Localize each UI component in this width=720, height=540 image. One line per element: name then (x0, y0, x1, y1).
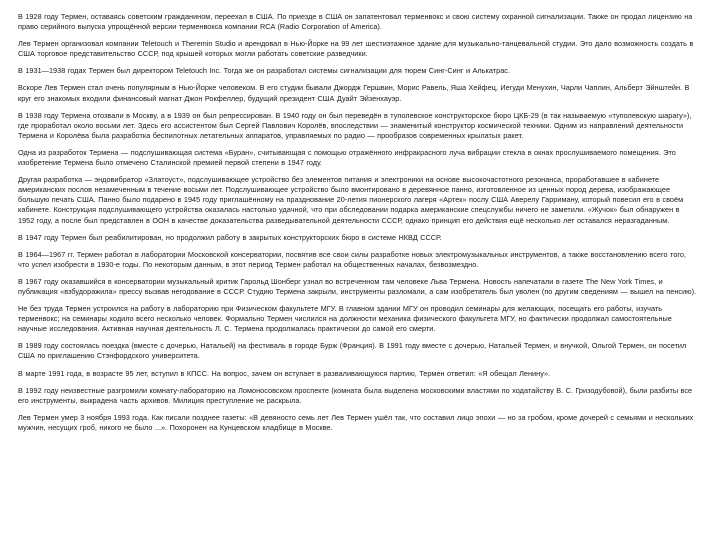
paragraph-zlatoust: Другая разработка — эндовибратор «Златоуст», подслушивающее устройство без элементов питания и электроники на основе высокочастотного резонанса, проработавшее в кабинете американских послов незамеченным в течение восьми лет. Подслушивающее устройство было вмонтировано в деревянное панно, изготовленное из ценных пород дерева, изображающее большую печать США. Панно было подарено в 1945 году приглашённому на празднование 20-летия пионерского лагеря «Артек» послу США Аверелу Гарриману, который повесил его в своём кабинете. Конструкция подслушивающего устройства оказалась настолько удачной, что при обследовании подарка американские спецслужбы ничего не заметили. «Жучок» был обнаружен в 1952 году, а после был представлен в ООН в качестве доказательства разведывательной деятельности СССР, однако принцип его действия ещё несколько лет оставался неразгаданным. (18, 175, 684, 225)
paragraph-rehabilitation: В 1947 году Термен был реабилитирован, но продолжил работу в закрытых конструкторских бюро в системе НКВД СССР. (18, 232, 442, 242)
paragraph-msu: Не без труда Термен устроился на работу в лабораторию при Физическом факультете МГУ. В главном здании МГУ он проводил семинары для желающих, посещать его работы, изучать терменвокс; на семинары ходило всего несколько человек. Формально Термен числился на должности механика физического факультета МГУ, но фактически продолжал самостоятельные научные исследования. Активная научная деятельность Л. С. Термена продолжалась практически до самой его смерти. (18, 304, 672, 334)
paragraph-teletouch: В 1931—1938 годах Термен был директором Teletouch Inc. Тогда же он разработал системы сигнализации для тюрем Синг-Синг и Алькатрас. (18, 66, 510, 76)
paragraph-buran: Одна из разработок Термена — подслушивающая система «Буран», считывающая с помощью отражённого инфракрасного луча вибрации стекла в окнах прослушиваемого помещения. Это изобретение Термена было отмечено Сталинской премией первой степени в 1947 году. (18, 147, 676, 168)
paragraph-companies: Лев Термен организовал компании Teletouch и Theremin Studio и арендовал в Нью-Йорке на 99 лет шестиэтажное здание для музыкально-танцевальной студии. Это дало возможность создать в США торговое представительство СССР, под крышей которых могли работать советские разведчики. (18, 39, 694, 59)
paragraph-nyt: В 1967 году оказавшийся в консерватории музыкальный критик Гарольд Шонберг узнал во встреченном там человеке Льва Термена. Новость напечатали в газете The New York Times, и публикация «взбудоражила» прессу вызвав негодование в СССР. Студию Термена закрыли, инструменты разломали, а сам изобретатель был уволен (по другим сведениям — вышел на пенсию). (18, 276, 697, 296)
paragraph-lab-destroyed: В 1992 году неизвестные разгромили комнату-лабораторию на Ломоносовском проспекте (комната была выделена московскими властями по ходатайству В. С. Гризодубовой), были разбиты все его инструменты, выкрадена часть архивов. Милиция преступление не раскрыла. (18, 385, 693, 405)
paragraph-conservatory: В 1964—1967 гг. Термен работал в лаборатории Московской консерватории, посвятив все свои силы разработке новых электромузыкальных инструментов, а также восстановлению всего того, что успел изобрести в 1930-е годы. По некоторым данным, в этот период Термен работал на общественных началах, безвозмездно. (18, 249, 687, 269)
paragraph-repression: В 1938 году Термена отозвали в Москву, а в 1939 он был репрессирован. В 1940 году он был переведён в туполевское конструкторское бюро ЦКБ-29 (в так называемую «туполевскую шарагу»), где проработал около восьми лет. Здесь его ассистентом был Сергей Павлович Королёв, впоследствии — знаменитый конструктор космической техники. Одним из направлений деятельности Термена и Королёва была разработка беспилотных летательных аппаратов, управляемых по радио — прообразов современных крылатых ракет. (18, 110, 692, 140)
paragraph-death: Лев Термен умер 3 ноября 1993 года. Как писали позднее газеты: «В девяносто семь лет Лев Термен ушёл так, что составил лицо эпохи — но за гробом, кроме дочерей с семьями и нескольких мужчин, несущих гроб, никого не было ...». Похоронен на Кунцевском кладбище в Москве. (18, 412, 694, 432)
paragraph-travels: В 1989 году состоялась поездка (вместе с дочерью, Натальей) на фестиваль в городе Бурж (Франция). В 1991 году вместе с дочерью, Натальей Термен, и внучкой, Ольгой Термен, он посетил США по приглашению Стэнфордского университета. (18, 341, 687, 361)
paragraph-emigration-usa: В 1928 году Термен, оставаясь советским гражданином, переехал в США. По приезде в США он запатентовал терменвокс и свою систему охранной сигнализации. Также он продал лицензию на право серийного выпуска упрощённой версии терменвокса компании RCA (Radio Corporation of America). (18, 12, 693, 32)
paragraph-cpsu: В марте 1991 года, в возрасте 95 лет, вступил в КПСС. На вопрос, зачем он вступает в разваливающуюся партию, Термен ответил: «Я обещал Ленину». (18, 368, 551, 378)
paragraph-new-york-fame: Вскоре Лев Термен стал очень популярным в Нью-Йорке человеком. В его студии бывали Джордж Гершвин, Морис Равель, Яша Хейфец, Иегуди Менухин, Чарли Чаплин, Альберт Эйнштейн. В круг его знакомых входили финансовый магнат Джон Рокфеллер, будущий президент США Дуайт Эйзенхауэр. (18, 83, 690, 103)
